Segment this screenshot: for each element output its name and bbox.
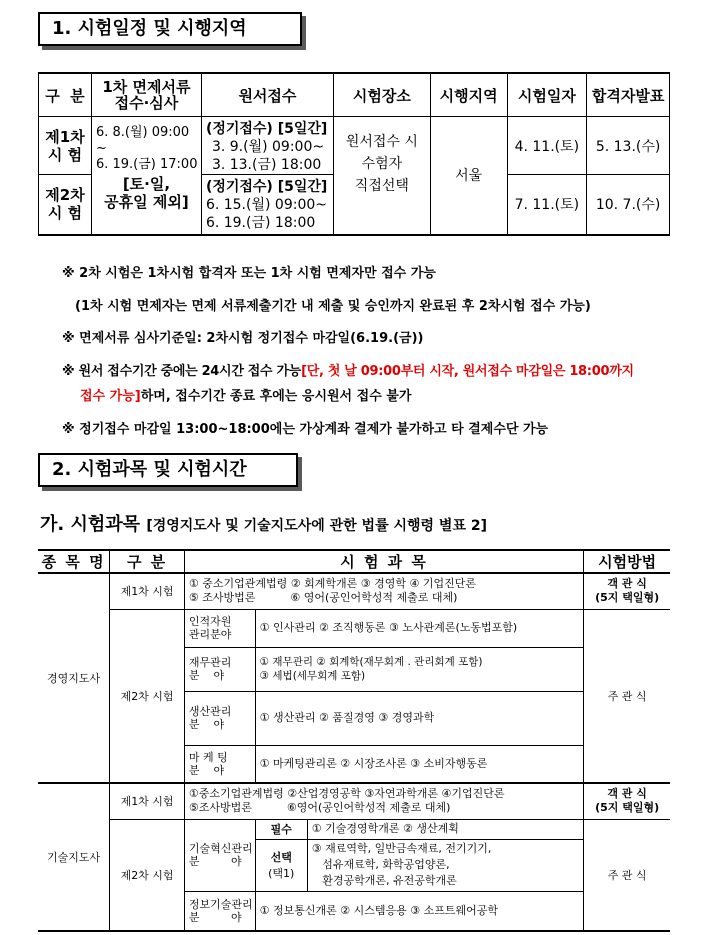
- header-category: 구 분: [39, 73, 92, 117]
- mgmt-second-method: 주 관 식: [584, 609, 670, 783]
- row1-apply-period: 3. 9.(월) 09:00~ 3. 13.(금) 18:00: [211, 138, 325, 173]
- header-division: 구 분: [110, 550, 185, 573]
- tech-elective-label: 선택: [270, 851, 292, 864]
- header-place: 시험장소: [333, 73, 430, 117]
- note-4-red-cont: 접수 가능]: [80, 389, 141, 404]
- note-4-cont: [80, 385, 411, 404]
- mgmt-first-subjects: ① 중소기업관계법령 ② 회계학개론 ③ 경영학 ④ 기업진단론 ⑤ 조사방법론 ⑥ 영어(공인어학성적 제출로 대체): [184, 573, 583, 609]
- subject-subheading: [40, 510, 487, 536]
- header-method: 시험방법: [584, 550, 670, 573]
- tech-required-label: 필수: [255, 819, 307, 839]
- tech-required-subjects: ① 기술경영학개론 ② 생산계획: [307, 819, 584, 839]
- mgmt-field-marketing-subjects: ① 마케팅관리론 ② 시장조사론 ③ 소비자행동론: [255, 745, 584, 783]
- subhead-reference: [경영지도사 및 기술지도사에 관한 법률 시행령 별표 2]: [146, 518, 487, 534]
- tech-elective-note: (택1): [268, 867, 295, 880]
- row1-date: 4. 11.(토): [507, 117, 587, 175]
- header-result: 합격자발표: [587, 73, 670, 117]
- row2-apply-cell: [201, 175, 333, 235]
- tech-second-method: 주 관 식: [584, 819, 670, 931]
- row2-apply-period: 6. 15.(월) 09:00~ 6. 19.(금) 18:00: [205, 197, 327, 232]
- row1-exempt: 6. 8.(월) 09:00 ~ 6. 19.(금) 17:00: [91, 117, 201, 175]
- mgmt-second-label: 제2차 시험: [110, 609, 185, 783]
- header-exam-name: 종 목 명: [38, 550, 110, 573]
- row1-apply-cell: [201, 117, 333, 175]
- tech-elective-cell: [255, 839, 307, 891]
- row1-label: 제1차 시 험: [39, 117, 92, 175]
- header-subjects: 시 험 과 목: [184, 550, 583, 573]
- tech-elective-subjects: ③ 재료역학, 일반금속재료, 전기기기, 섬유재료학, 화학공업양론, 환경공학개론, 유전공학개론: [307, 839, 584, 891]
- note-4: [62, 360, 634, 379]
- note-2: (1차 시험 면제자는 면제 서류제출기간 내 제출 및 승인까지 완료된 후 2차시험 접수 가능): [75, 299, 591, 314]
- row2-date: 7. 11.(토): [507, 175, 587, 235]
- section-2-title: 2. 시험과목 및 시험시간: [38, 453, 298, 487]
- exam-place: 원서접수 시 수험자 직접선택: [333, 117, 430, 235]
- header-exempt: 1차 면제서류 접수·심사: [91, 73, 201, 117]
- subjects-table: [38, 549, 670, 932]
- row2-apply-head: (정기접수) [5일간]: [205, 179, 328, 196]
- note-4-text-cont: 하며, 접수기간 종료 후에는 응시원서 접수 불가: [140, 389, 412, 404]
- mgmt-first-label: 제1차 시험: [110, 573, 185, 609]
- subhead-title: 가. 시험과목: [40, 514, 141, 535]
- tech-name: 기술지도사: [38, 783, 110, 931]
- mgmt-field-marketing: 마 케 팅 분 야: [184, 745, 255, 783]
- header-region: 시행지역: [430, 73, 507, 117]
- tech-first-label: 제1차 시험: [110, 783, 185, 819]
- note-1: ※ 2차 시험은 1차시험 합격자 또는 1차 시험 면제자만 접수 가능: [62, 266, 436, 281]
- tech-field-innovation: 기술혁신관리 분 야: [184, 819, 255, 891]
- section-1-title: 1. 시험일정 및 시행지역: [38, 12, 302, 46]
- schedule-table: [38, 72, 670, 236]
- row2-result: 10. 7.(수): [587, 175, 670, 235]
- tech-field-info: 정보기술관리 분 야: [184, 891, 255, 931]
- mgmt-field-finance: 재무관리 분 야: [184, 647, 255, 691]
- note-3: ※ 면제서류 심사기준일: 2차시험 정기접수 마감일(6.19.(금)): [62, 331, 424, 346]
- row2-label: 제2차 시 험: [39, 175, 92, 235]
- row2-exempt: [토·일, 공휴일 제외]: [91, 175, 201, 235]
- row1-result: 5. 13.(수): [587, 117, 670, 175]
- mgmt-first-method: 객 관 식 (5지 택일형): [584, 573, 670, 609]
- mgmt-field-finance-subjects: ① 재무관리 ② 회계학(재무회계 . 관리회계 포함) ③ 세법(세무회계 포함): [255, 647, 584, 691]
- mgmt-field-hr-subjects: ① 인사관리 ② 조직행동론 ③ 노사관계론(노동법포함): [255, 609, 584, 647]
- mgmt-field-hr: 인적자원 관리분야: [184, 609, 255, 647]
- mgmt-field-production: 생산관리 분 야: [184, 691, 255, 745]
- mgmt-name: 경영지도사: [38, 573, 110, 783]
- tech-field-info-subjects: ① 정보통신개론 ② 시스템응용 ③ 소프트웨어공학: [255, 891, 584, 931]
- tech-first-subjects: ①중소기업관계법령 ②산업경영공학 ③자연과학개론 ④기업진단론 ⑤조사방법론 ⑥영어(공인어학성적 제출로 대체): [184, 783, 583, 819]
- tech-second-label: 제2차 시험: [110, 819, 185, 931]
- note-4-red: [단, 첫 날 09:00부터 시작, 원서접수 마감일은 18:00까지: [301, 364, 634, 379]
- note-4-text: ※ 원서 접수기간 중에는 24시간 접수 가능: [62, 364, 302, 379]
- row1-apply-head: (정기접수) [5일간]: [205, 120, 328, 137]
- note-5: ※ 정기접수 마감일 13:00~18:00에는 가상계좌 결제가 불가하고 타 결제수단 가능: [62, 422, 549, 437]
- tech-first-method: 객 관 식 (5지 택일형): [584, 783, 670, 819]
- mgmt-field-production-subjects: ① 생산관리 ② 품질경영 ③ 경영과학: [255, 691, 584, 745]
- exam-region: 서울: [430, 117, 507, 235]
- header-date: 시험일자: [507, 73, 587, 117]
- header-apply: 원서접수: [201, 73, 333, 117]
